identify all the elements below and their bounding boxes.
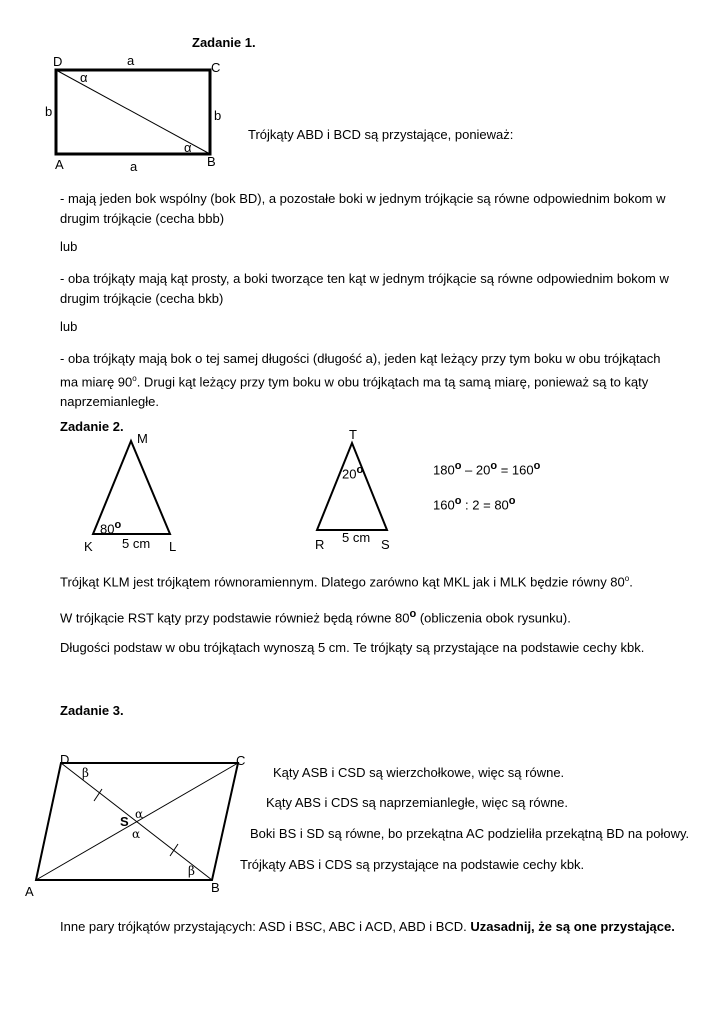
angle-alpha-bottom: α [132, 827, 141, 841]
angle-beta-top: β [82, 766, 89, 780]
base-rs-label: 5 cm [342, 530, 371, 545]
vertex-t: T [349, 427, 357, 442]
base-kl-label: 5 cm [122, 536, 151, 551]
task1-reason3: - oba trójkąty mają bok o tej samej długości (długość a), jeden kąt leżący przy tym boku w obu trójkątach ma miarę 90$^o$. Drugi kąt leżący przy tym boku w obu trójkątach ma tą samą miarę, ponieważ są to kąty naprzemianległe. [60, 351, 661, 410]
vertex-a: A [25, 884, 34, 899]
task3-line4: Trójkąty ABS i CDS są przystające na podstawie cechy kbk. [240, 857, 585, 872]
side-label-left: b [45, 104, 53, 119]
vertex-m: M [137, 431, 148, 446]
vertex-d: D [53, 54, 63, 69]
task3-line3: Boki BS i SD są równe, bo przekątna AC podzieliła przekątną BD na połowy. [250, 826, 690, 841]
vertex-c: C [236, 753, 246, 768]
task2-text1: Trójkąt KLM jest trójkątem równoramiennym. Dlatego zarówno kąt MKL jak i MLK będzie równy 80$^o$. [60, 574, 633, 590]
angle-alpha-top: α [135, 807, 144, 821]
task2-title: Zadanie 2. [60, 419, 124, 434]
task2-text3: Długości podstaw w obu trójkątach wynoszą 5 cm. Te trójkąty są przystające na podstawie cechy kbk. [60, 640, 645, 655]
tick-mark-sd [94, 789, 102, 801]
vertex-r: R [315, 537, 325, 552]
task1-or2: lub [60, 319, 78, 334]
task1-reason2: - oba trójkąty mają kąt prosty, a boki tworzące ten kąt w jednym trójkącie są równe odpowiednim bokom w drugim trójkącie (cecha bkb) [60, 271, 669, 306]
task1-or1: lub [60, 239, 78, 254]
angle-alpha-bottom: α [184, 140, 192, 155]
side-label-top: a [127, 53, 135, 68]
task1-statement: Trójkąty ABD i BCD są przystające, ponieważ: [248, 127, 514, 142]
task1-title: Zadanie 1. [192, 35, 256, 50]
side-label-bottom: a [130, 159, 138, 174]
diagonal-bd [61, 763, 212, 880]
calculation-2: 160$^o$ : $2 = 80^o$ [433, 495, 516, 513]
vertex-l: L [169, 539, 177, 554]
task1-reason1: - mają jeden bok wspólny (bok BD), a pozostałe boki w jednym trójkącie są równe odpowiednim bokom w drugim trójkącie (cecha bbb) [60, 191, 666, 226]
task3-footer: Inne pary trójkątów przystających: ASD i BSC, ABC i ACD, ABD i BCD. Uzasadnij, że są one przystające. [60, 919, 675, 934]
angle-rts-label: 20$^o$ [342, 464, 364, 482]
task2-text2: W trójkącie RST kąty przy podstawie również będą równe 80$^o$ (obliczenia obok rysunku). [60, 608, 571, 626]
vertex-s: S [381, 537, 390, 552]
vertex-d: D [60, 752, 70, 767]
side-label-right: b [214, 108, 222, 123]
task3-line2: Kąty ABS i CDS są naprzemianległe, więc są równe. [266, 795, 569, 810]
intersection-s: S [120, 814, 129, 829]
angle-mkl-label: 80$^o$ [100, 519, 122, 537]
angle-alpha-top: α [80, 70, 88, 85]
vertex-b: B [207, 154, 216, 169]
vertex-a: A [55, 157, 64, 172]
task3-title: Zadanie 3. [60, 703, 124, 718]
vertex-k: K [84, 539, 93, 554]
angle-beta-bottom: β [188, 864, 195, 878]
tick-mark-sb [170, 844, 178, 856]
vertex-c: C [211, 60, 221, 75]
task3-line1: Kąty ASB i CSD są wierzchołkowe, więc są równe. [273, 765, 565, 780]
vertex-b: B [211, 880, 220, 895]
calculation-1: $180^o - 20^o = 160^o$ [433, 460, 541, 478]
